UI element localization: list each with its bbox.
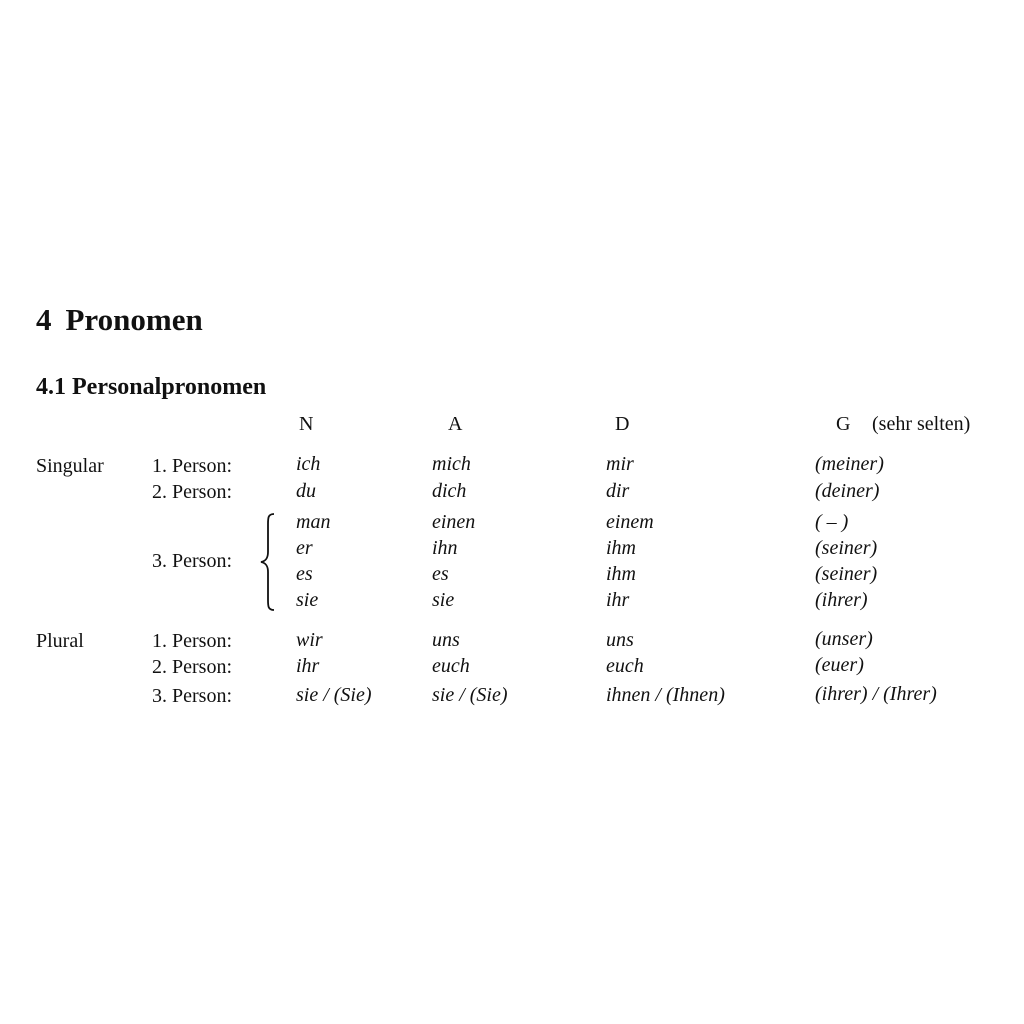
cell-nominative: du [296, 480, 316, 502]
cell-nominative: sie / (Sie) [296, 684, 372, 706]
cell-dative: ihnen / (Ihnen) [606, 684, 725, 706]
cell-accusative: uns [432, 629, 460, 651]
cell-nominative: ich [296, 453, 321, 475]
cell-dative: einem [606, 511, 654, 533]
cell-dative: euch [606, 655, 644, 677]
person-label: 2. Person: [152, 656, 232, 678]
cell-accusative: ihn [432, 537, 458, 559]
header-dative: D [615, 413, 630, 435]
cell-genitive: (euer) [815, 654, 864, 676]
curly-brace-icon [258, 512, 280, 612]
cell-dative: ihm [606, 563, 636, 585]
cell-genitive: (ihrer) / (Ihrer) [815, 683, 937, 705]
cell-accusative: es [432, 563, 449, 585]
header-genitive: G [836, 413, 851, 435]
cell-nominative: ihr [296, 655, 320, 677]
cell-accusative: euch [432, 655, 470, 677]
header-nominative: N [299, 413, 314, 435]
cell-nominative: wir [296, 629, 323, 651]
chapter-heading [36, 302, 203, 338]
header-genitive-note: (sehr selten) [872, 413, 971, 435]
section-heading: 4.1 Personalpronomen [36, 374, 267, 400]
cell-genitive: (ihrer) [815, 589, 868, 611]
cell-accusative: einen [432, 511, 476, 533]
cell-accusative: sie [432, 589, 455, 611]
person-label: 1. Person: [152, 455, 232, 477]
person-label: 1. Person: [152, 630, 232, 652]
cell-dative: ihr [606, 589, 630, 611]
cell-dative: uns [606, 629, 634, 651]
chapter-title: Pronomen [65, 302, 203, 337]
cell-genitive: (seiner) [815, 537, 878, 559]
cell-genitive: (unser) [815, 628, 873, 650]
cell-genitive: (deiner) [815, 480, 880, 502]
cell-nominative: er [296, 537, 313, 559]
cell-dative: ihm [606, 537, 636, 559]
header-accusative: A [448, 413, 463, 435]
group-label-singular: Singular [36, 455, 104, 477]
cell-accusative: sie / (Sie) [432, 684, 508, 706]
cell-dative: dir [606, 480, 630, 502]
person-label: 2. Person: [152, 481, 232, 503]
cell-nominative: man [296, 511, 331, 533]
cell-accusative: dich [432, 480, 467, 502]
chapter-number: 4 [36, 302, 52, 337]
person-label: 3. Person: [152, 550, 232, 572]
cell-genitive: (seiner) [815, 563, 878, 585]
cell-genitive: (meiner) [815, 453, 884, 475]
person-label: 3. Person: [152, 685, 232, 707]
group-label-plural: Plural [36, 630, 84, 652]
cell-dative: mir [606, 453, 634, 475]
cell-nominative: es [296, 563, 313, 585]
cell-genitive: ( – ) [815, 511, 849, 533]
cell-accusative: mich [432, 453, 471, 475]
cell-nominative: sie [296, 589, 319, 611]
